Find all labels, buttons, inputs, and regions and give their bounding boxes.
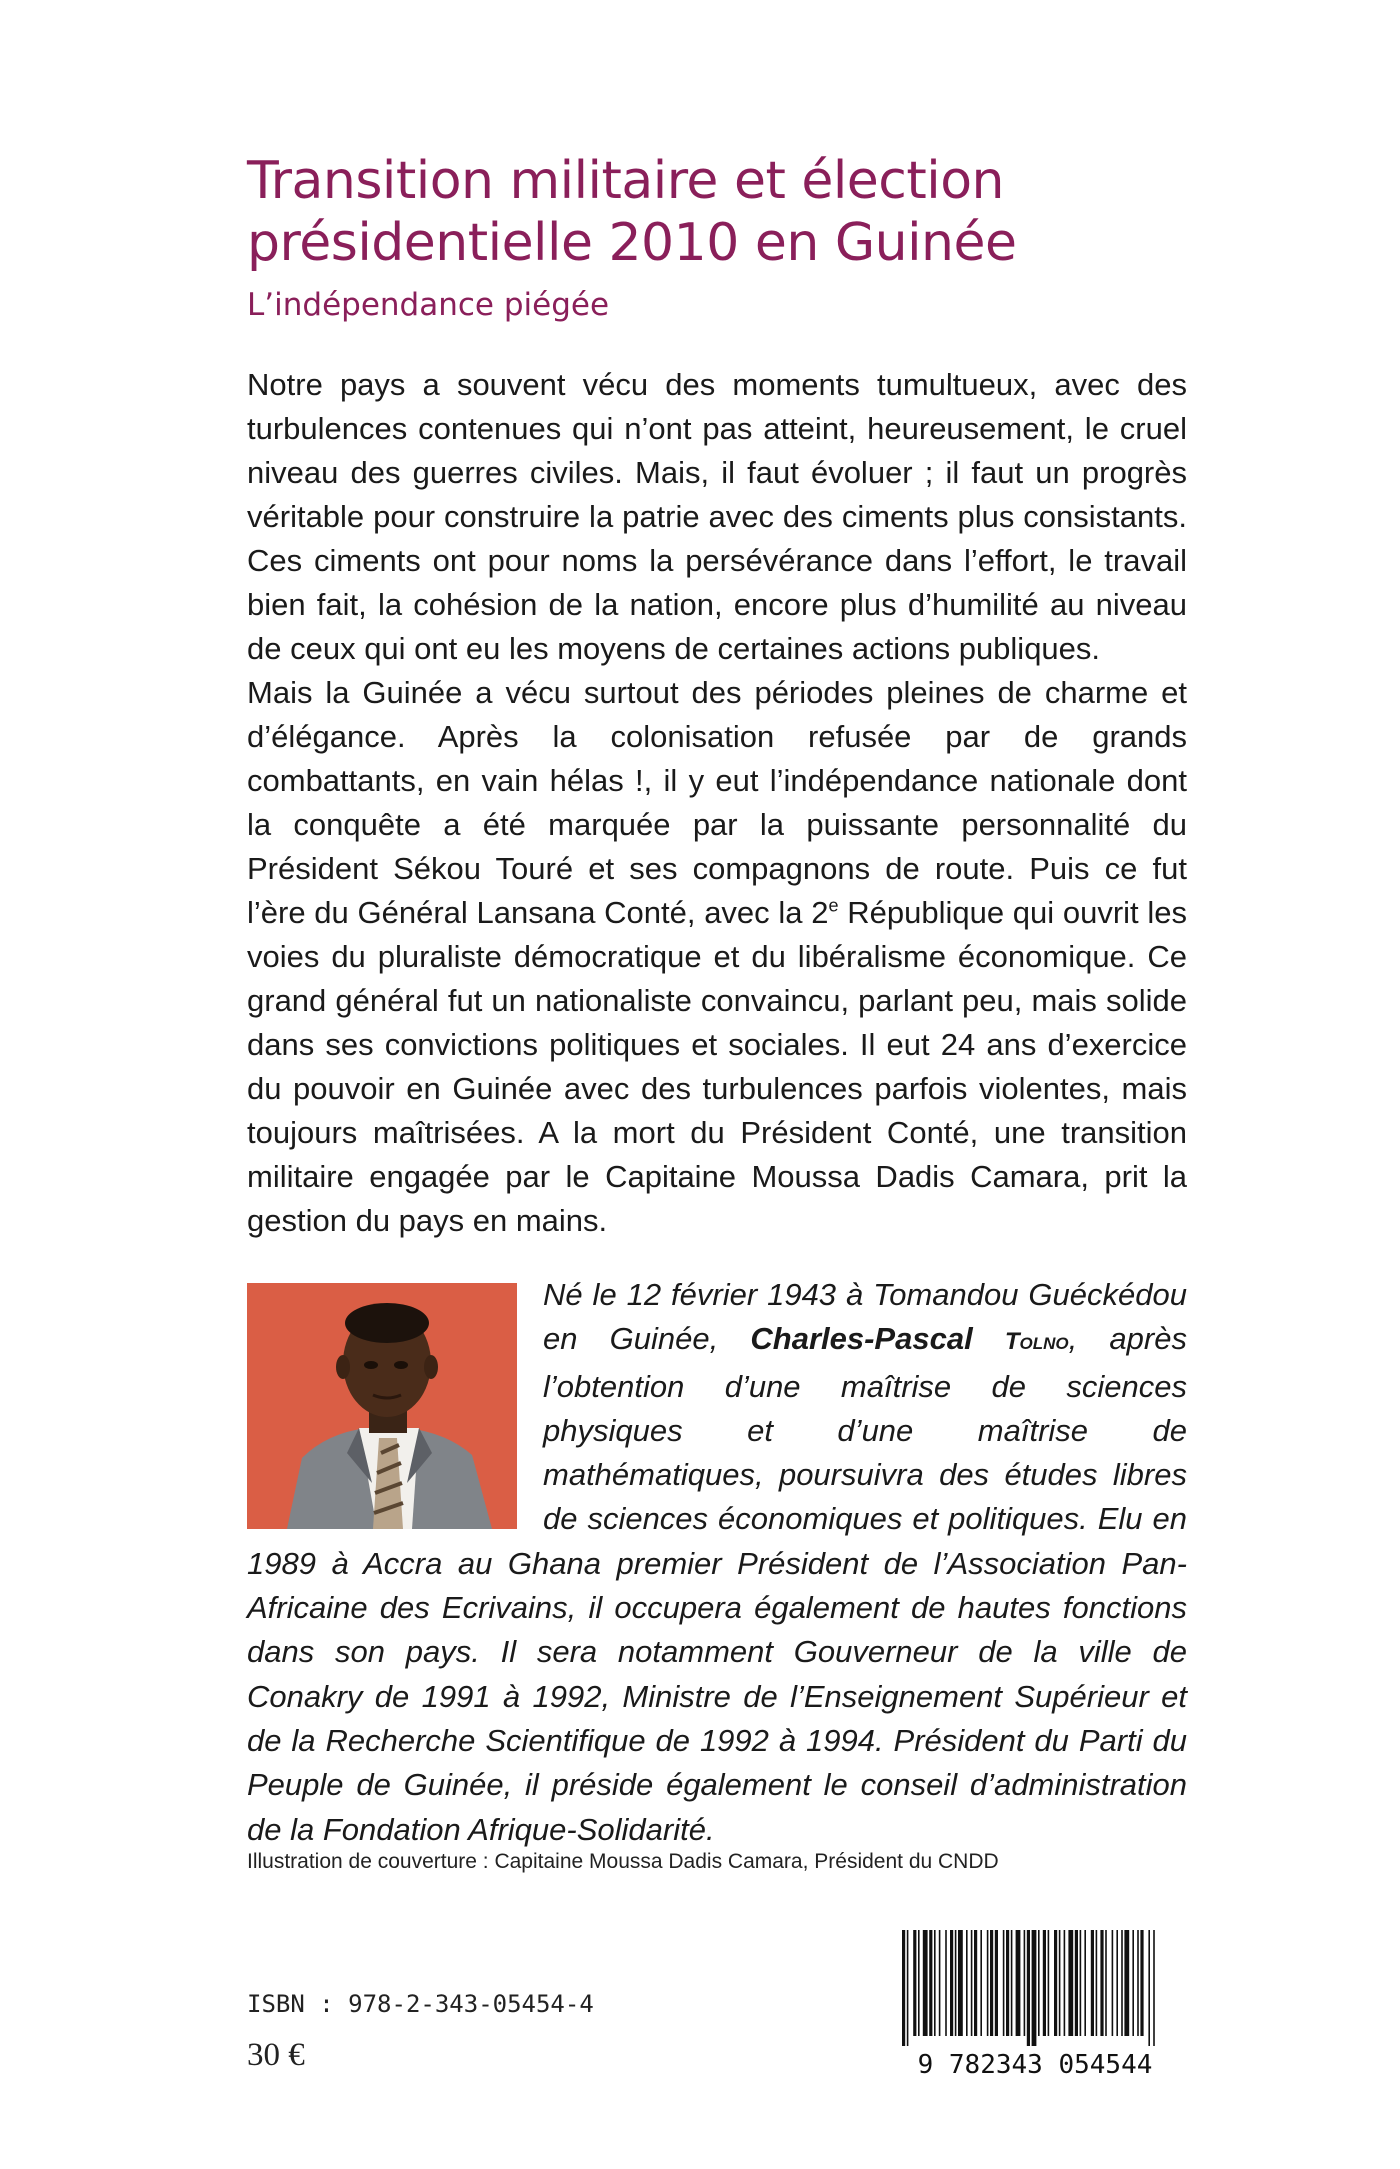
barcode-bar <box>974 1930 977 2036</box>
author-photo <box>247 1283 517 1529</box>
barcode-bar <box>990 1930 993 2036</box>
barcode-bar <box>1116 1930 1118 2036</box>
cover-illustration-credit: Illustration de couverture : Capitaine Moussa Dadis Camara, Président du CNDD <box>247 1850 999 1873</box>
book-title-line-2: présidentielle 2010 en Guinée <box>247 213 1017 273</box>
barcode-bar <box>913 1930 916 2036</box>
barcode-bar <box>1032 1930 1037 2046</box>
barcode-bar <box>1112 1930 1114 2036</box>
barcode-bar <box>902 1930 905 2046</box>
barcode-bar <box>929 1930 932 2036</box>
barcode-bar <box>1096 1930 1098 2036</box>
barcode-bar <box>945 1930 947 2036</box>
author-name: Charles-Pascal Tolno <box>750 1321 1069 1357</box>
book-title-line-1: Transition militaire et élection <box>247 151 1004 211</box>
barcode-bar <box>958 1930 963 2036</box>
book-title <box>247 150 1247 274</box>
isbn: ISBN : 978-2-343-05454-4 <box>247 1990 594 2018</box>
barcode-bar <box>1024 1930 1026 2036</box>
price: 30 € <box>247 2037 305 2073</box>
barcode-bar <box>1068 1930 1073 2036</box>
barcode-bar <box>1153 1930 1155 2046</box>
barcode-bar <box>950 1930 953 2036</box>
barcode-bar <box>1121 1930 1123 2036</box>
barcode-bar <box>1084 1930 1086 2036</box>
barcode-bar <box>1054 1930 1057 2036</box>
barcode-bar <box>995 1930 998 2036</box>
barcode-bar <box>971 1930 973 2036</box>
barcode-bar <box>955 1930 957 2036</box>
barcode-bar <box>1006 1930 1009 2036</box>
summary-paragraph-2: Mais la Guinée a vécu surtout des périodes pleines de charme et d’élégance. Après la colonisation refusée par de grands combattants, en vain hélas !, il y eut l’indépendance nationale dont la conquête a été marquée par la puissante personnalité du Président Sékou Touré et ses compagnons de route. Puis ce fut l’ère du Général Lansana Conté, avec la 2e République qui ouvrit les voies du pluraliste démocratique et du libéralisme économique. Ce grand général fut un nationaliste convaincu, parlant peu, mais solide dans ses convictions politiques et sociales. Il eut 24 ans d’exercice du pouvoir en Guinée avec des turbulences parfois violentes, mais toujours maîtrisées. A la mort du Président Conté, une transition militaire engagée par le Capitaine Moussa Dadis Camara, prit la gestion du pays en mains. <box>247 675 1188 1238</box>
barcode-bar <box>1140 1930 1143 2036</box>
barcode-bar <box>1027 1930 1030 2046</box>
summary-text <box>247 363 1187 1243</box>
barcode-bar <box>987 1930 989 2036</box>
barcode-bar <box>1016 1930 1021 2036</box>
barcode-bar <box>939 1930 941 2036</box>
barcode-bar <box>1043 1930 1046 2036</box>
barcode-bar <box>934 1930 936 2036</box>
barcode-bar <box>1064 1930 1066 2036</box>
barcode-bar <box>1011 1930 1013 2036</box>
barcode-bar <box>1038 1930 1040 2036</box>
barcode-digits: 9 782343 054544 <box>917 2050 1153 2077</box>
author-bio: Né le 12 février 1943 à Tomandou Guéckédou en Guinée, Charles-Pascal Tolno, après l’obtention d’une maîtrise de sciences physiques et d’une maîtrise de mathématiques, poursuivra des études libres de sciences économiques et politiques. Elu en 1989 à Accra au Ghana premier Président de l’Association Pan-Africaine des Ecrivains, il occupera également de hautes fonctions dans son pays. Il sera notamment Gouverneur de la ville de Conakry de 1991 à 1992, Ministre de l’Enseignement Supérieur et de la Recherche Scientifique de 1992 à 1994. Président du Parti du Peuple de Guinée, il préside également le conseil d’administration de la Fondation Afrique-Solidarité. <box>247 1277 1187 1847</box>
barcode-bar <box>918 1930 920 2036</box>
barcode-bar <box>1148 1930 1150 2046</box>
barcode-bar <box>1100 1930 1103 2036</box>
barcode <box>880 1922 1190 2077</box>
barcode-bar <box>1075 1930 1078 2036</box>
barcode-bar <box>1137 1930 1139 2036</box>
summary-paragraph-1: Notre pays a souvent vécu des moments tumultueux, avec des turbulences contenues qui n’ont pas atteint, heureusement, le cruel niveau des guerres civiles. Mais, il faut évoluer ; il faut un progrès véritable pour construire la patrie avec des ciments plus consistants. Ces ciments ont pour noms la persévérance dans l’effort, le travail bien fait, la cohésion de la nation, encore plus d’humilité au niveau de ceux qui ont eu les moyens de certaines actions publiques. <box>247 367 1187 666</box>
barcode-bar <box>1124 1930 1129 2036</box>
barcode-bar <box>1132 1930 1134 2036</box>
barcode-bar <box>966 1930 968 2036</box>
barcode-bar <box>907 1930 909 2046</box>
barcode-bar <box>1059 1930 1061 2036</box>
book-subtitle: L’indépendance piégée <box>247 287 610 323</box>
barcode-bar <box>980 1930 982 2036</box>
barcode-bar <box>1003 1930 1005 2036</box>
barcode-bar <box>1105 1930 1107 2036</box>
barcode-bar <box>1048 1930 1050 2036</box>
barcode-bar <box>1091 1930 1094 2036</box>
barcode-bar <box>1080 1930 1082 2036</box>
barcode-bar <box>923 1930 928 2036</box>
